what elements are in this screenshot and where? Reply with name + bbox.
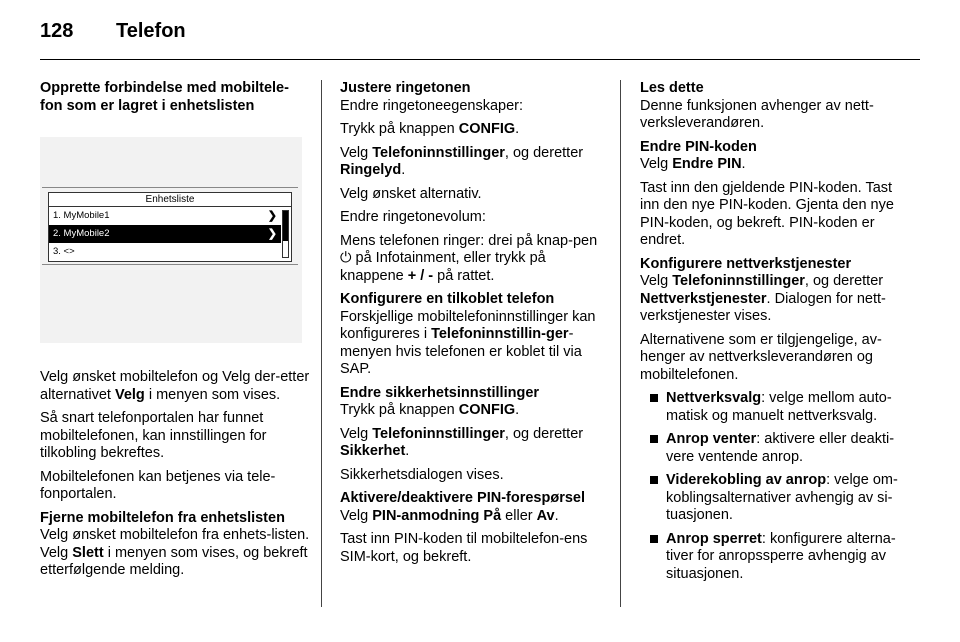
text: Telefoninnstillinger <box>672 273 805 289</box>
paragraph <box>340 426 606 461</box>
text: eller <box>501 507 537 524</box>
term: Nettverksvalg <box>666 390 762 406</box>
paragraph <box>640 273 906 326</box>
text: : konfigurere alterna-tiver for anropssperre avhengig av situasjonen. <box>666 530 896 582</box>
text: . <box>405 443 410 459</box>
term: Viderekobling av anrop <box>666 472 827 488</box>
text: Velg ønsket mobiltelefon fra enhets-listen. Velg <box>40 527 310 561</box>
text: i menyen som vises. <box>144 386 281 403</box>
paragraph: Tast inn PIN-koden til mobiltelefon-ens SIM-kort, og bekreft. <box>340 531 588 565</box>
text: Telefoninnstillinger <box>372 144 505 161</box>
text: Trykk på knappen <box>340 402 459 418</box>
power-icon: ⏻ <box>340 250 352 266</box>
section-heading-ringtone: Justere ringetonen <box>340 80 471 96</box>
list-item-label: 2. MyMobile2 <box>53 228 110 239</box>
paragraph <box>340 309 606 379</box>
bullet-square-icon <box>650 535 658 543</box>
note-heading: Les dette <box>640 80 704 96</box>
text: i menyen som vises, og bekreft etterfølgende melding. <box>40 544 308 578</box>
text: Velg <box>340 507 373 524</box>
text: Ringelyd <box>340 162 402 178</box>
text: CONFIG <box>458 402 516 418</box>
text: Mens telefonen ringer: drei på knap-pen <box>340 232 598 249</box>
paragraph: Tast inn den gjeldende PIN-koden. Tast inn den nye PIN-koden. Gjenta den nye PIN-koden, og bekreft. PIN-koden er endret. <box>640 179 894 248</box>
device-list-figure <box>40 137 302 343</box>
heading-line: Opprette forbindelse med mobiltele- <box>40 80 289 96</box>
bullet-item <box>650 431 906 466</box>
text: -menyen hvis telefonen er koblet til via SAP. <box>340 326 582 377</box>
text: : aktivere eller deakti-vere ventende anrop. <box>666 431 895 465</box>
paragraph <box>340 145 606 180</box>
paragraph: Så snart telefonportalen har funnet mobiltelefonen, kan innstillingen for tilkobling bekreftes. <box>40 410 267 461</box>
text: . <box>554 507 559 524</box>
text: Velg <box>640 156 673 172</box>
paragraph: Endre ringetoneegenskaper: <box>340 97 523 114</box>
bullet-text <box>666 390 906 425</box>
column-1 <box>40 80 310 586</box>
text: på Infotainment, eller trykk på knappene <box>340 250 546 284</box>
header-divider <box>40 59 920 60</box>
text: Velg ønsket mobiltelefon og Velg der-etter alternativet <box>40 369 310 403</box>
scrollbar-thumb <box>283 211 288 241</box>
column-2 <box>340 80 606 572</box>
paragraph <box>40 369 310 404</box>
list-item-label: 1. MyMobile1 <box>53 210 110 221</box>
section-heading-pin-request: Aktivere/deaktivere PIN-forespørsel <box>340 490 585 506</box>
text: , og deretter <box>504 425 584 442</box>
column-divider-1 <box>321 80 322 607</box>
bullet-item <box>650 472 906 525</box>
text: , og deretter <box>804 273 884 289</box>
paragraph <box>40 527 310 580</box>
bullet-square-icon <box>650 435 658 443</box>
section-heading-security: Endre sikkerhetsinnstillinger <box>340 384 540 401</box>
column-3 <box>640 80 906 589</box>
text: . <box>741 156 746 172</box>
bullet-item <box>650 390 906 425</box>
text: , og deretter <box>504 144 584 161</box>
text: CONFIG <box>458 121 516 137</box>
column-divider-2 <box>620 80 621 607</box>
text: : velge mellom auto-matisk og manuelt nettverksvalg. <box>666 390 892 424</box>
bullet-text <box>666 431 906 466</box>
term: Anrop venter <box>666 431 757 447</box>
paragraph <box>340 233 606 286</box>
text: Trykk på knappen <box>340 121 459 137</box>
section-heading-change-pin: Endre PIN-koden <box>640 138 757 155</box>
paragraph: Mobiltelefonen kan betjenes via tele-fonportalen. <box>40 468 276 502</box>
text: Velg <box>114 386 145 403</box>
text: Slett <box>72 544 104 561</box>
paragraph: Alternativene som er tilgjengelige, av-henger av nettverksleverandøren og mobiltelefonen. <box>640 331 882 383</box>
text: Telefoninnstillinger <box>372 425 505 442</box>
text: . <box>401 162 406 178</box>
page-title: Telefon <box>116 20 186 42</box>
text: Forskjellige mobiltelefoninnstillinger kan konfigureres i <box>340 308 596 342</box>
chevron-right-icon: ❯ <box>267 228 277 240</box>
text: + / - <box>407 267 434 284</box>
text: . <box>515 121 520 137</box>
text: Velg <box>340 425 373 442</box>
text: på rattet. <box>433 267 495 284</box>
bullet-text <box>666 472 906 525</box>
bullet-square-icon <box>650 476 658 484</box>
chevron-right-icon: ❯ <box>267 210 277 222</box>
text: Endre PIN <box>672 156 742 172</box>
page-header <box>40 20 186 43</box>
paragraph <box>340 402 606 420</box>
text: Velg <box>340 144 373 161</box>
heading-line: fon som er lagret i enhetslisten <box>40 97 255 114</box>
text: : velge om-koblingsalternativer avhengig av si-tuasjonen. <box>666 472 898 523</box>
bullet-square-icon <box>650 394 658 402</box>
text: . <box>515 402 520 418</box>
list-item <box>49 207 281 225</box>
bullet-text <box>666 531 906 584</box>
screen-frame <box>48 192 292 262</box>
scrollbar <box>282 210 289 258</box>
paragraph <box>340 508 606 526</box>
section-heading-connect <box>40 80 310 115</box>
section-heading-network-services: Konfigurere nettverkstjenester <box>640 255 852 272</box>
screen-title: Enhetsliste <box>49 193 291 207</box>
text: Nettverkstjenester <box>640 290 767 307</box>
text: Av <box>536 507 555 524</box>
section-heading-configure: Konfigurere en tilkoblet telefon <box>340 291 555 307</box>
paragraph <box>340 121 606 139</box>
text: . Dialogen for nett-verkstjenester vises. <box>640 290 886 324</box>
text: Telefoninnstillin-ger <box>431 326 569 342</box>
paragraph: Velg ønsket alternativ. <box>340 185 482 202</box>
list-item-label: 3. <> <box>53 246 75 257</box>
text: PIN-anmodning På <box>372 507 502 524</box>
term: Anrop sperret <box>666 530 762 547</box>
text: Velg <box>640 273 673 289</box>
infotainment-screen <box>42 187 298 265</box>
paragraph <box>640 156 906 174</box>
paragraph: Endre ringetonevolum: <box>340 209 486 225</box>
paragraph: Sikkerhetsdialogen vises. <box>340 466 504 483</box>
list-item-selected <box>49 225 281 243</box>
page-number: 128 <box>40 20 74 42</box>
bullet-item <box>650 531 906 584</box>
section-heading-remove: Fjerne mobiltelefon fra enhetslisten <box>40 509 285 526</box>
list-item <box>49 243 281 261</box>
paragraph: Denne funksjonen avhenger av nett-verksleverandøren. <box>640 97 874 131</box>
text: Sikkerhet <box>340 443 406 459</box>
